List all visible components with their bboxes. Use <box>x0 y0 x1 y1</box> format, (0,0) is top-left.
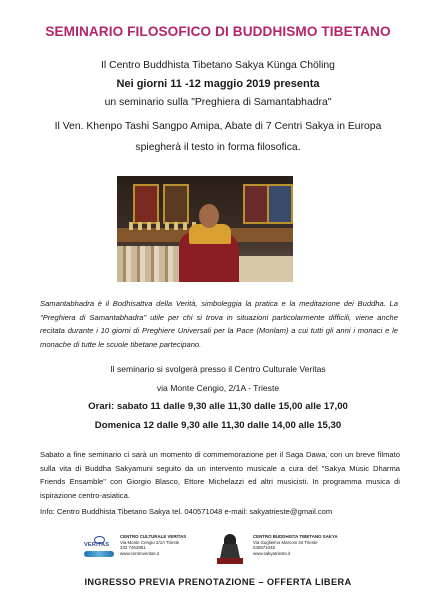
veritas-logo-icon: VERITAS <box>84 536 114 564</box>
footer-notice: INGRESSO PREVIA PRENOTAZIONE – OFFERTA LIBERA <box>84 577 352 587</box>
organizer-line: Il Centro Buddhista Tibetano Sakya Künga Chöling <box>101 60 335 71</box>
seminar-topic-line: un seminario sulla "Preghiera di Samantabhadra" <box>104 97 332 108</box>
venue-line: Il seminario si svolgerà presso il Centro Culturale Veritas <box>110 364 326 374</box>
schedule-saturday: Orari: sabato 11 dalle 9,30 alle 11,30 dalle 15,00 alle 17,00 <box>88 401 348 412</box>
monk-photo <box>117 176 293 282</box>
schedule-sunday: Domenica 12 dalle 9,30 alle 11,30 dalle 14,00 alle 15,30 <box>94 420 342 431</box>
contact-info: Info: Centro Buddhista Tibetano Sakya tel. 040571048 e-mail: sakyatrieste@gmail.com <box>40 507 333 516</box>
sakya-logo-text: CENTRO BUDDHISTA TIBETANO SAKYA Via Guglielmo Marconi 34 Trieste 040571048 www.sakyatrieste.it <box>253 534 338 556</box>
stupa-logo-icon <box>217 534 243 568</box>
page-title: SEMINARIO FILOSOFICO DI BUDDHISMO TIBETANO <box>45 24 391 39</box>
veritas-logo-text: CENTRO CULTURALE VERITAS Via Monte Cengio 2/1A Trieste 333 7462861 www.centroveritas.it <box>120 534 187 556</box>
explanation-line: spiegherà il testo in forma filosofica. <box>135 142 301 153</box>
closing-paragraph: Sabato a fine seminario ci sarà un momento di commemorazione per il Saga Dawa, con un breve filmato sulla vita di Buddha Sakyamuni seguito da un intervento musicale a cura del "Sakya Music Dharma Friends Ensamble" con Giorgio Blasco, Ettore Michelazzi ed altri musicisti. In programma musica di ispirazione centro-asiatica. <box>40 450 400 500</box>
dates-line: Nei giorni 11 -12 maggio 2019 presenta <box>116 78 320 90</box>
speaker-line: Il Ven. Khenpo Tashi Sangpo Amipa, Abate di 7 Centri Sakya in Europa <box>54 121 382 132</box>
address-line: via Monte Cengio, 2/1A - Trieste <box>156 383 280 393</box>
sakya-logo-block <box>217 532 347 572</box>
veritas-logo-block <box>84 532 204 572</box>
samantabhadra-description: Samantabhadra è il Bodhisattva della Verità, simboleggia la pratica e la meditazione dei Buddha. La "Preghiera di Samantabhadra" utile per chi si trova in situazioni particolarmente difficili, viene anche recitata durante i 10 giorni di Preghiere Universali per la Pace (Monlam) a cui tutti gli anni i monaci e le monache di tutte le scuole tibetane partecipano. <box>40 299 398 349</box>
